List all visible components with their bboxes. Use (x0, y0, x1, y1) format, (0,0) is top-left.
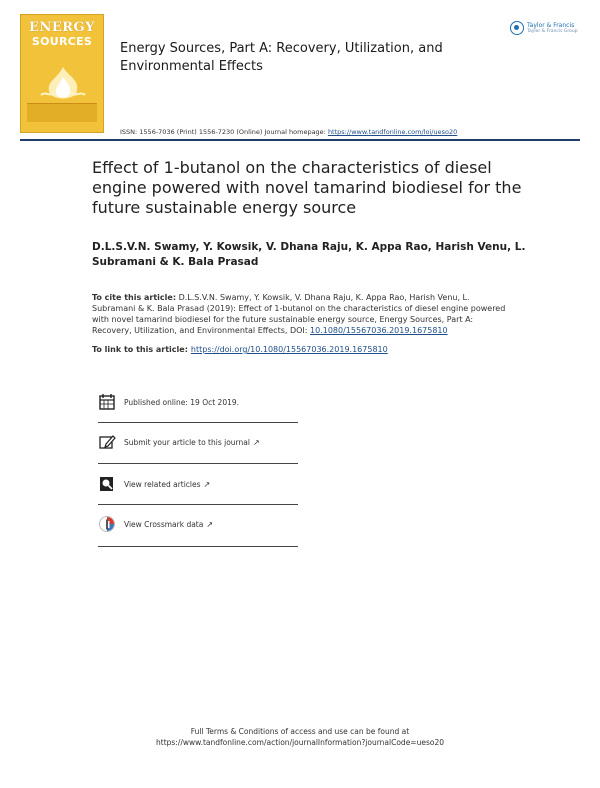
cover-title-line1: ENERGY (29, 20, 95, 35)
related-articles-row[interactable] (98, 472, 298, 496)
article-link-line (92, 345, 512, 354)
cite-label: To cite this article: (92, 293, 177, 302)
journal-cover (20, 14, 104, 133)
cite-text: D.L.S.V.N. Swamy, Y. Kowsik, V. Dhana Raju, K. Appa Rao, Harish Venu, L. Subramani & K. Bala Prasad (2019): Effect of 1-butanol on the characteristics of diesel engine powered with novel tamarind biodiesel for the future sustainable energy source, Energy Sources, Part A: Recovery, Utilization, and Environmental Effects, DOI: (92, 293, 506, 335)
crossmark-link[interactable]: View Crossmark data (124, 519, 204, 529)
published-date: Published online: 19 Oct 2019. (124, 397, 240, 407)
cover-flame-graphic (35, 65, 91, 105)
article-doi-link[interactable]: https://doi.org/10.1080/15567036.2019.1675810 (190, 345, 388, 354)
publisher-name: Taylor & Francis (527, 22, 575, 29)
article-authors: D.L.S.V.N. Swamy, Y. Kowsik, V. Dhana Raju, K. Appa Rao, Harish Venu, L. Subramani & K. Bala Prasad (92, 241, 526, 268)
cover-title-line2: SOURCES (31, 35, 93, 48)
submit-article-row[interactable] (98, 430, 298, 454)
search-document-icon (98, 475, 116, 493)
divider (98, 546, 298, 547)
footer (120, 726, 480, 748)
publisher-tagline: Taylor & Francis Group (527, 29, 578, 34)
external-link-icon: ↗ (206, 519, 214, 529)
footer-terms-link[interactable]: https://www.tandfonline.com/action/journalInformation?journalCode=ueso20 (156, 738, 444, 747)
external-link-icon: ↗ (203, 479, 211, 489)
journal-homepage-link[interactable]: https://www.tandfonline.com/loi/ueso20 (327, 128, 458, 136)
footer-terms-text: Full Terms & Conditions of access and use can be found at (190, 727, 410, 736)
publisher-logo[interactable] (510, 17, 586, 39)
submit-article-link[interactable]: Submit your article to this journal (124, 437, 250, 447)
divider (98, 504, 298, 505)
external-link-icon: ↗ (252, 437, 260, 447)
journal-name: Energy Sources, Part A: Recovery, Utilization, and Environmental Effects (120, 41, 443, 74)
crossmark-icon (98, 515, 116, 533)
cover-band (27, 103, 97, 122)
link-label: To link to this article: (92, 345, 188, 354)
edit-icon (98, 433, 116, 451)
article-title: Effect of 1-butanol on the characteristics of diesel engine powered with novel tamarind biodiesel for the future sustainable energy source (92, 158, 522, 217)
published-row (98, 390, 298, 414)
crossmark-row[interactable] (98, 512, 298, 536)
related-articles-link[interactable]: View related articles (124, 479, 201, 489)
citation-block (92, 292, 512, 336)
divider (98, 463, 298, 464)
publisher-logo-icon (510, 21, 524, 35)
issn-text: ISSN: 1556-7036 (Print) 1556-7230 (Online) Journal homepage: (120, 128, 328, 136)
header-divider (20, 139, 580, 141)
calendar-icon (98, 393, 116, 411)
issn-line (120, 128, 590, 136)
divider (98, 422, 298, 423)
cite-doi-link[interactable]: 10.1080/15567036.2019.1675810 (310, 326, 448, 335)
